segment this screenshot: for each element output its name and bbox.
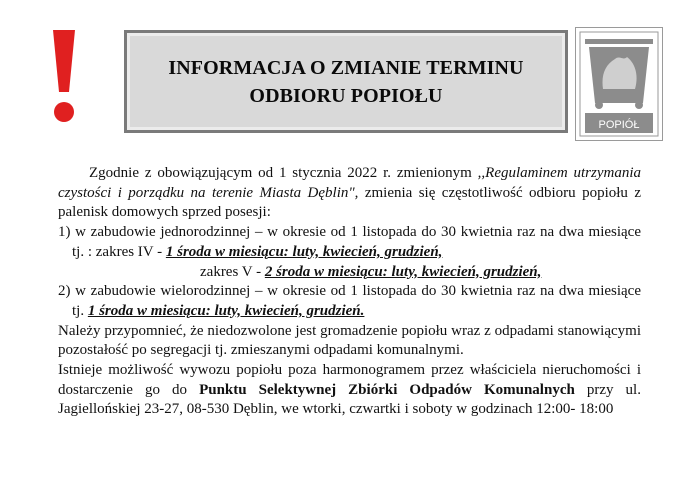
- item2-schedule: 1 środa w miesiącu: luty, kwiecień, grudzień.: [87, 302, 365, 319]
- list-item-multi-family: [58, 282, 641, 321]
- item1-schedule-iv: 1 środa w miesiącu: luty, kwiecień, grudzień,: [165, 243, 443, 260]
- intro-text: Zgodnie z obowiązującym od 1 stycznia 2022 r. zmienionym: [89, 165, 478, 181]
- notice-body: [58, 164, 641, 420]
- title-banner: [124, 30, 568, 133]
- page-title-line-2: ODBIORU POPIOŁU: [249, 84, 443, 107]
- exclamation-icon: [44, 30, 84, 126]
- page-title-line-1: INFORMACJA O ZMIANIE TERMINU: [168, 56, 524, 79]
- intro-text-end: zmienia się częstotliwość odbioru popiołu z palenisk domowych sprzed posesji:: [58, 184, 641, 221]
- list-item-single-family: [58, 223, 641, 262]
- list-item-single-family-range-v: [58, 263, 641, 283]
- item1-range-v-label: zakres V -: [200, 263, 265, 280]
- item1-schedule-v: 2 środa w miesiącu: luty, kwiecień, grudzień,: [264, 263, 542, 280]
- dropoff-paragraph: [58, 361, 641, 420]
- collection-point-name: Punktu Selektywnej Zbiórki Odpadów Komunalnych: [199, 381, 575, 398]
- dropoff-text: Istnieje możliwość wywozu popiołu poza harmonogramem przez właściciela nieruchomości i dostarczenie go do: [58, 362, 641, 398]
- intro-paragraph: [58, 164, 641, 223]
- item2-text: 2) w zabudowie wielorodzinnej – w okresie od 1 listopada do 30 kwietnia raz na dwa miesiące tj.: [58, 283, 641, 319]
- ash-bin-icon: [575, 27, 663, 141]
- dropoff-address-hours: przy ul. Jagiellońskiej 23-27, 08-530 Dęblin, we wtorki, czwartki i soboty w godzinach 12:00- 18:00: [58, 381, 641, 418]
- regulation-name: ,,Regulaminem utrzymania czystości i porządku na terenie Miasta Dęblin",: [58, 165, 641, 201]
- reminder-paragraph: Należy przypomnieć, że niedozwolone jest gromadzenie popiołu wraz z odpadami stanowiącymi pozostałość po segregacji tj. zmieszanymi odpadami komunalnymi.: [58, 322, 641, 359]
- bin-label: POPIÓŁ: [598, 119, 640, 131]
- item1-text: 1) w zabudowie jednorodzinnej – w okresie od 1 listopada do 30 kwietnia raz na dwa miesiące tj. : zakres IV -: [58, 224, 641, 260]
